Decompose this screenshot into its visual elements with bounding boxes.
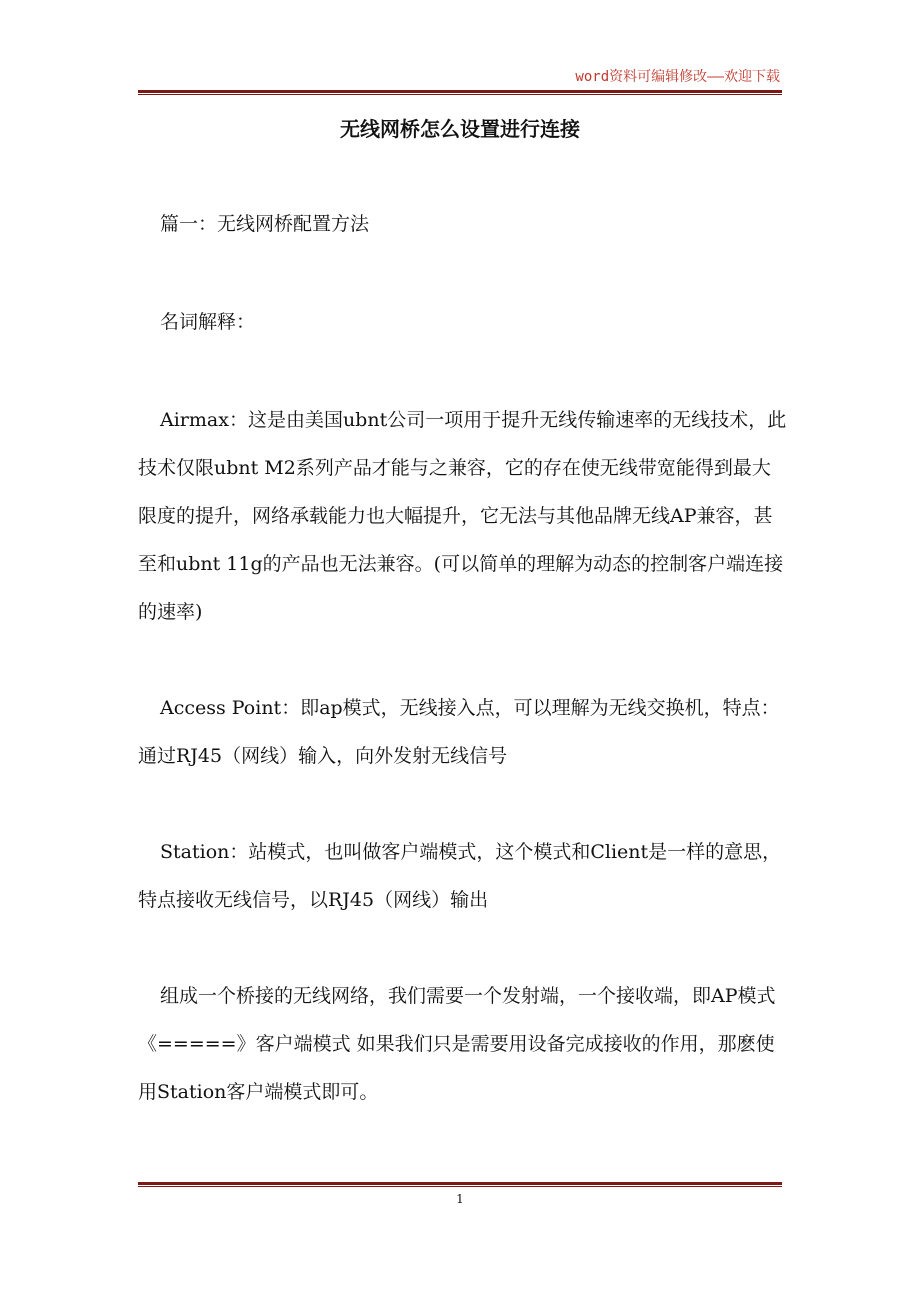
document-body	[138, 200, 788, 1116]
paragraph-bridge: 组成一个桥接的无线网络，我们需要一个发射端，一个接收端，即AP模式《=====》客户端模式 如果我们只是需要用设备完成接收的作用，那麽使用Station客户端模式即可。	[138, 985, 776, 1103]
paragraph-station: Station：站模式，也叫做客户端模式，这个模式和Client是一样的意思，特点接收无线信号，以RJ45（网线）输出	[138, 841, 782, 911]
paragraph-section-heading: 篇一：无线网桥配置方法	[160, 213, 370, 235]
document-title: 无线网桥怎么设置进行连接	[340, 117, 580, 141]
paragraph-airmax: Airmax：这是由美国ubnt公司一项用于提升无线传输速率的无线技术，此技术仅限ubnt M2系列产品才能与之兼容，它的存在使无线带宽能得到最大限度的提升，网络承载能力也大幅提升，它无法与其他品牌无线AP兼容，甚至和ubnt 11g的产品也无法兼容。(可以简单的理解为动态的控制客户端连接的速率)	[138, 409, 787, 623]
page-number: 1	[456, 1192, 464, 1206]
footer-divider	[138, 1182, 782, 1187]
paragraph-access-point: Access Point：即ap模式，无线接入点，可以理解为无线交换机，特点：通过RJ45（网线）输入，向外发射无线信号	[138, 697, 780, 767]
paragraph-glossary-heading: 名词解释：	[160, 311, 256, 333]
header-note: word资料可编辑修改——欢迎下载	[575, 69, 780, 85]
header-divider	[138, 90, 782, 95]
